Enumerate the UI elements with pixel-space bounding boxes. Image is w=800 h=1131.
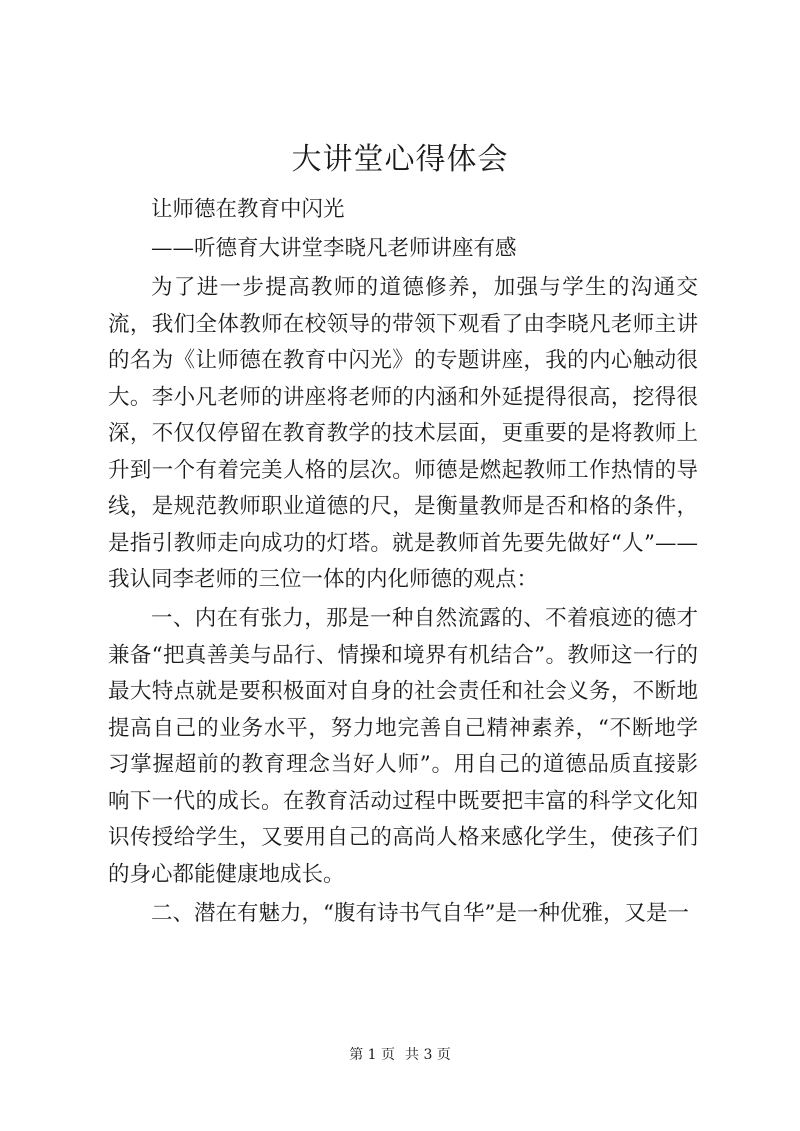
body-paragraph: 为了进一步提高教师的道德修养，加强与学生的沟通交流，我们全体教师在校领导的带领下观看了由李晓凡老师主讲的名为《让师德在教育中闪光》的专题讲座，我的内心触动很大。李小凡老师的讲座将老师的内涵和外延提得很高，挖得很深，不仅仅停留在教育教学的技术层面，更重要的是将教师上升到一个有着完美人格的层次。师德是燃起教师工作热情的导线，是规范教师职业道德的尺，是衡量教师是否和格的条件，是指引教师走向成功的灯塔。就是教师首先要先做好“人”——我认同李老师的三位一体的内化师德的观点： — [108, 275, 698, 592]
page-total: 共 3 页 — [405, 1047, 451, 1063]
body-paragraph: 二、潜在有魅力，“腹有诗书气自华”是一种优雅，又是一 — [151, 900, 689, 926]
subtitle-source: ——听德育大讲堂李晓凡老师讲座有感 — [151, 236, 517, 261]
subtitle: 让师德在教育中闪光 — [151, 197, 345, 222]
body-paragraph: 一、内在有张力，那是一种自然流露的、不着痕迹的德才兼备“把真善美与品行、情操和境界有机结合”。教师这一行的最大特点就是要积极面对自身的社会责任和社会义务，不断地提高自己的业务水平，努力地完善自己精神素养，“不断地学习掌握超前的教育理念当好人师”。用自己的道德品质直接影响下一代的成长。在教育活动过程中既要把丰富的科学文化知识传授给学生，又要用自己的高尚人格来感化学生，使孩子们的身心都能健康地成长。 — [108, 606, 698, 887]
document-body — [108, 192, 698, 932]
document-title: 大讲堂心得体会 — [291, 142, 509, 177]
page-footer — [0, 1045, 800, 1065]
page-number: 第 1 页 — [349, 1047, 395, 1063]
